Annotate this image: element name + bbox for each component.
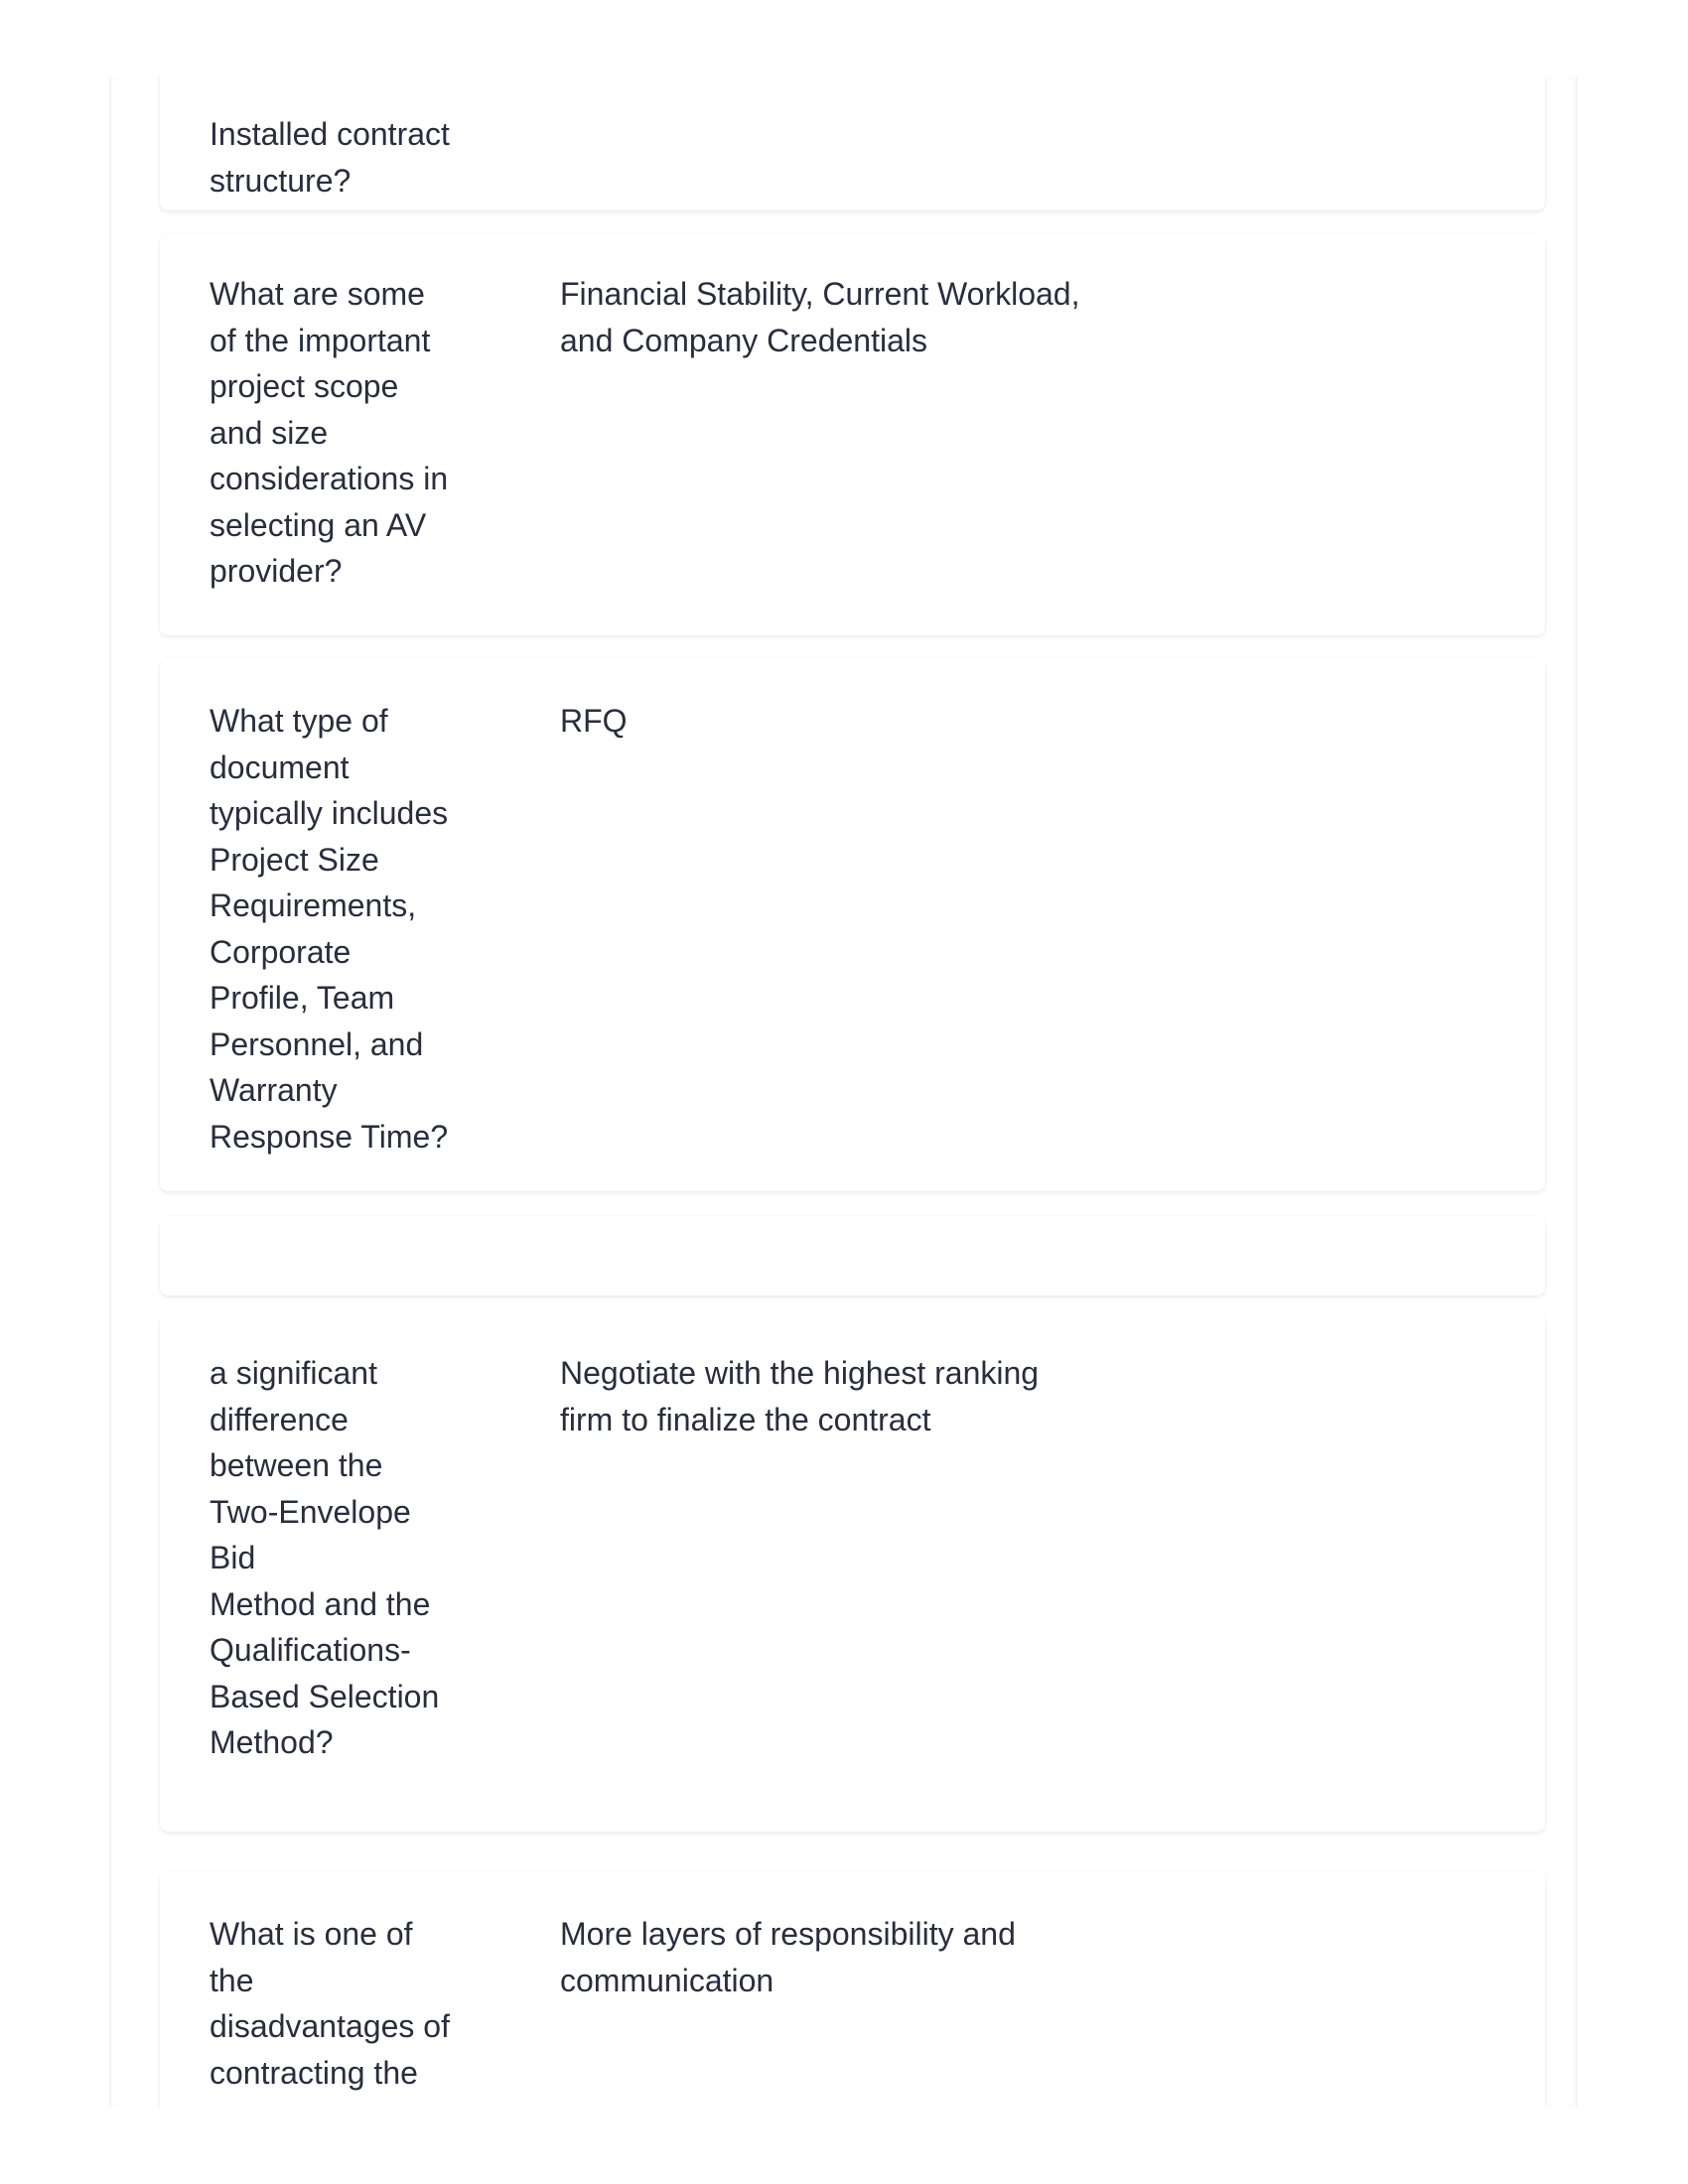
flashcard-4 xyxy=(160,1312,1545,1832)
card-question: Installed contract structure? xyxy=(210,116,450,199)
card-answer: Negotiate with the highest ranking firm to finalize the contract xyxy=(560,1355,1040,1437)
flashcard-3-empty xyxy=(160,1216,1545,1296)
flashcard-2 xyxy=(160,658,1545,1191)
card-question: What are some of the important project scope and size considerations in selecting an AV provider? xyxy=(210,276,449,589)
card-answer: Financial Stability, Current Workload, and Company Credentials xyxy=(560,276,1080,358)
card-question: What type of document typically includes Project Size Requirements, Corporate Profile, Team Personnel, and Warranty Response Time? xyxy=(210,703,449,1155)
card-answer: More layers of responsibility and communication xyxy=(560,1916,1016,1998)
flashcard-page xyxy=(109,77,1578,2107)
flashcard-0 xyxy=(160,77,1545,210)
card-question: What is one of the disadvantages of contracting the xyxy=(210,1916,450,2091)
card-answer: RFQ xyxy=(560,703,628,739)
flashcard-5 xyxy=(160,1871,1545,2107)
card-question: a significant difference between the Two-Envelope Bid Method and the Qualifications- Based Selection Method? xyxy=(210,1355,440,1760)
flashcard-1 xyxy=(160,233,1545,635)
